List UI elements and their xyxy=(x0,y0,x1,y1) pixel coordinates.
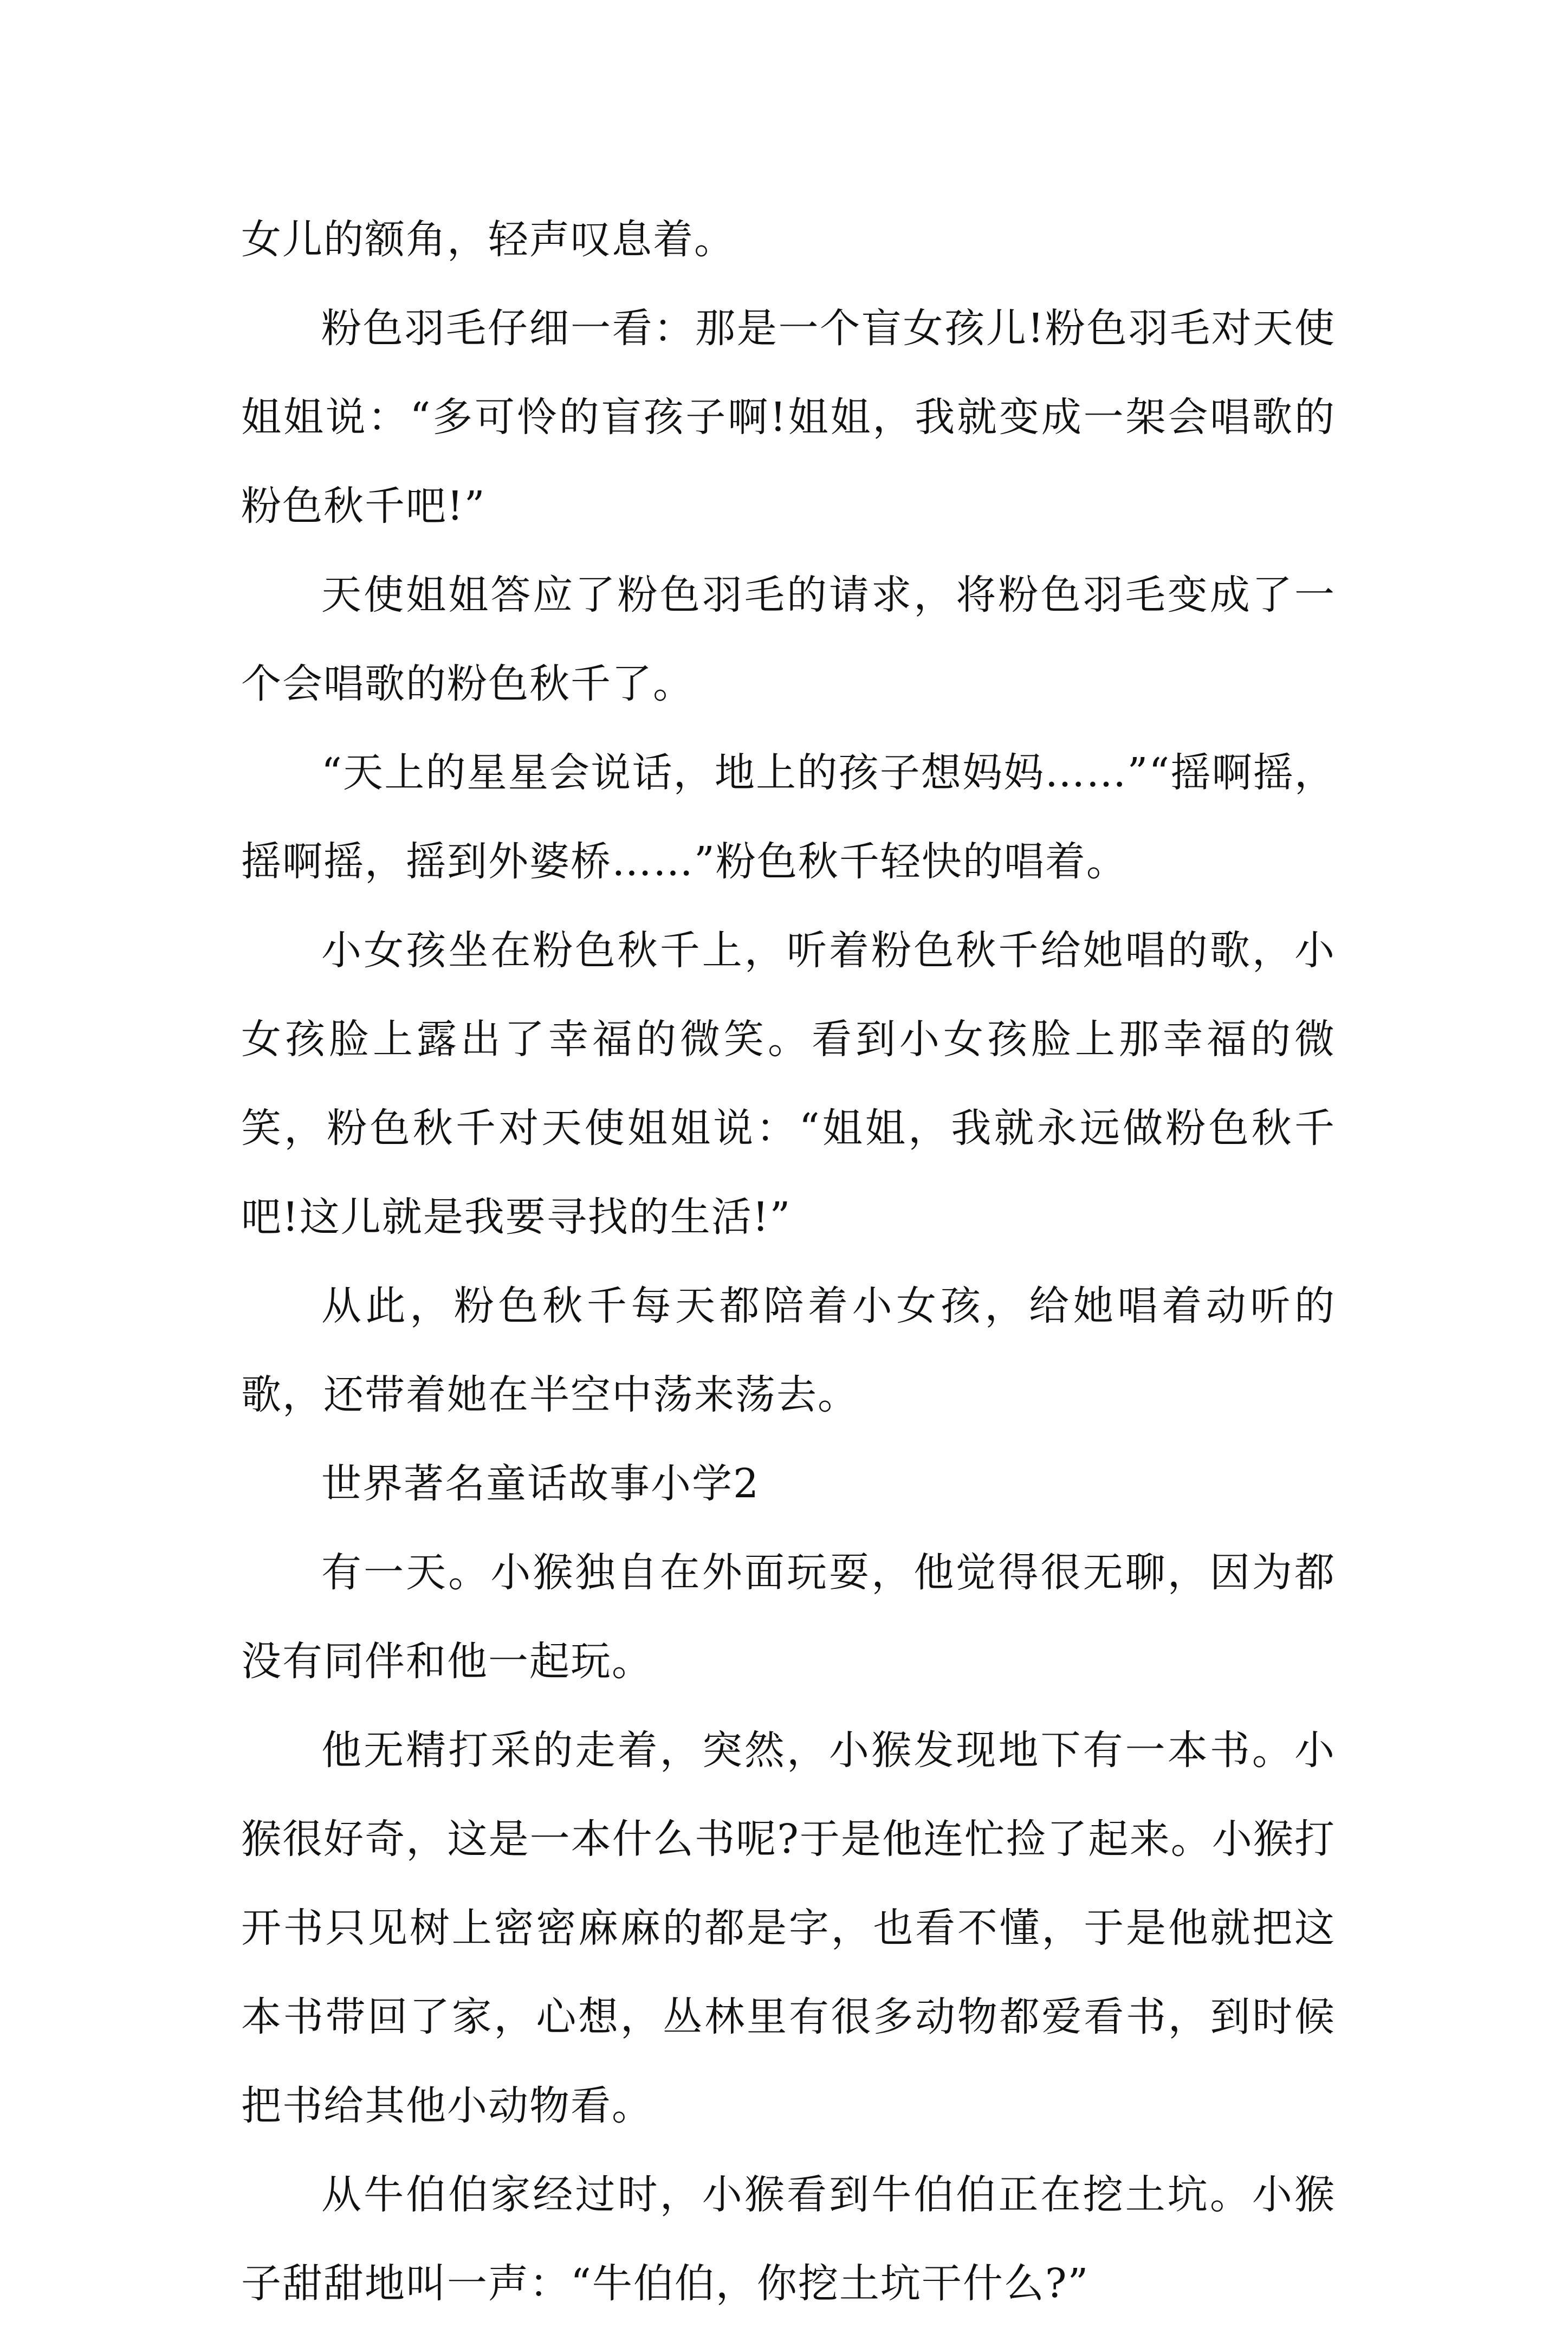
paragraph: 从此，粉色秋千每天都陪着小女孩，给她唱着动听的歌，还带着她在半空中荡来荡去。 xyxy=(241,1283,1336,1418)
paragraph-continuation: 女儿的额角，轻声叹息着。 xyxy=(241,216,735,263)
document-body xyxy=(241,195,1336,2328)
paragraph: 有一天。小猴独自在外面玩耍，他觉得很无聊，因为都没有同伴和他一起玩。 xyxy=(241,1549,1336,1685)
paragraph: 从牛伯伯家经过时，小猴看到牛伯伯正在挖土坑。小猴子甜甜地叫一声：“牛伯伯，你挖土坑干什么?” xyxy=(241,2171,1336,2307)
paragraph: 粉色羽毛仔细一看：那是一个盲女孩儿!粉色羽毛对天使姐姐说：“多可怜的盲孩子啊!姐姐，我就变成一架会唱歌的粉色秋千吧!” xyxy=(241,305,1336,529)
paragraph: “天上的星星会说话，地上的孩子想妈妈……”“摇啊摇，摇啊摇，摇到外婆桥……”粉色秋千轻快的唱着。 xyxy=(241,749,1336,885)
section-heading: 世界著名童话故事小学2 xyxy=(321,1460,760,1507)
paragraph: 小女孩坐在粉色秋千上，听着粉色秋千给她唱的歌，小女孩脸上露出了幸福的微笑。看到小女孩脸上那幸福的微笑，粉色秋千对天使姐姐说：“姐姐，我就永远做粉色秋千吧!这儿就是我要寻找的生活!” xyxy=(241,927,1336,1240)
paragraph: 他无精打采的走着，突然，小猴发现地下有一本书。小猴很好奇，这是一本什么书呢?于是他连忙捡了起来。小猴打开书只见树上密密麻麻的都是字，也看不懂，于是他就把这本书带回了家，心想，丛林里有很多动物都爱看书，到时候把书给其他小动物看。 xyxy=(241,1727,1336,2129)
paragraph: 天使姐姐答应了粉色羽毛的请求，将粉色羽毛变成了一个会唱歌的粉色秋千了。 xyxy=(241,572,1336,707)
